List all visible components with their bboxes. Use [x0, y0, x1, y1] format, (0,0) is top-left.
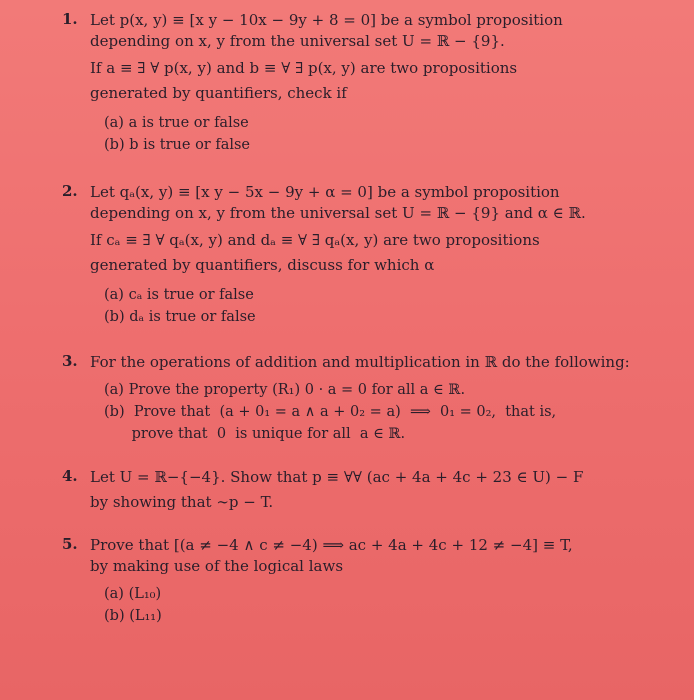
problem-4 [62, 467, 654, 513]
problem-subitem: (a) cₐ is true or false [104, 287, 254, 303]
problem-line: by showing that ∼p − T. [90, 493, 274, 511]
problem-subitem: (b) dₐ is true or false [104, 309, 256, 325]
problem-1 [62, 10, 654, 156]
problem-number: 3. [62, 352, 78, 370]
problem-line: Let U = ℝ−{−4}. Show that p ≡ ∀∀ (ac + 4a + 4c + 23 ∈ U) − F [90, 468, 584, 486]
problem-line: depending on x, y from the universal set U = ℝ − {9} and α ∈ ℝ. [90, 204, 586, 222]
problem-line: depending on x, y from the universal set U = ℝ − {9}. [90, 32, 505, 50]
problem-3 [62, 352, 654, 445]
problem-line: by making use of the logical laws [90, 557, 344, 575]
problem-subitem: (a) Prove the property (R₁) 0 · a = 0 for all a ∈ ℝ. [104, 382, 466, 398]
problem-number: 4. [62, 467, 78, 485]
problem-subitem: (b) b is true or false [104, 137, 251, 153]
problem-subitem: (b) Prove that (a + 0₁ = a ∧ a + 0₂ = a) ⟹ 0₁ = 0₂, that is, [104, 404, 557, 420]
problem-subitem: (a) a is true or false [104, 115, 249, 131]
problem-number: 5. [62, 535, 78, 553]
problem-subitem: prove that 0 is unique for all a ∈ ℝ. [104, 426, 406, 442]
problem-line: generated by quantifiers, discuss for which α [90, 256, 435, 274]
problem-line: Let qₐ(x, y) ≡ [x y − 5x − 9y + α = 0] be a symbol proposition [90, 183, 560, 201]
problem-number: 2. [62, 182, 78, 200]
problem-line: If a ≡ ∃ ∀ p(x, y) and b ≡ ∀ ∃ p(x, y) are two propositions [90, 59, 518, 77]
problem-line: Prove that [(a ≠ −4 ∧ c ≠ −4) ⟹ ac + 4a + 4c + 12 ≠ −4] ≡ T, [90, 536, 573, 554]
problem-5 [62, 535, 654, 627]
problem-line: Let p(x, y) ≡ [x y − 10x − 9y + 8 = 0] be a symbol proposition [90, 11, 563, 29]
problem-line: generated by quantifiers, check if [90, 84, 347, 102]
problem-2 [62, 182, 654, 328]
problem-subitem: (b) (L₁₁) [104, 608, 162, 624]
problem-number: 1. [62, 10, 78, 28]
problem-line: If cₐ ≡ ∃ ∀ qₐ(x, y) and dₐ ≡ ∀ ∃ qₐ(x, y) are two propositions [90, 231, 540, 249]
problem-subitem: (a) (L₁₀) [104, 586, 162, 602]
problem-line: For the operations of addition and multiplication in ℝ do the following: [90, 353, 630, 371]
